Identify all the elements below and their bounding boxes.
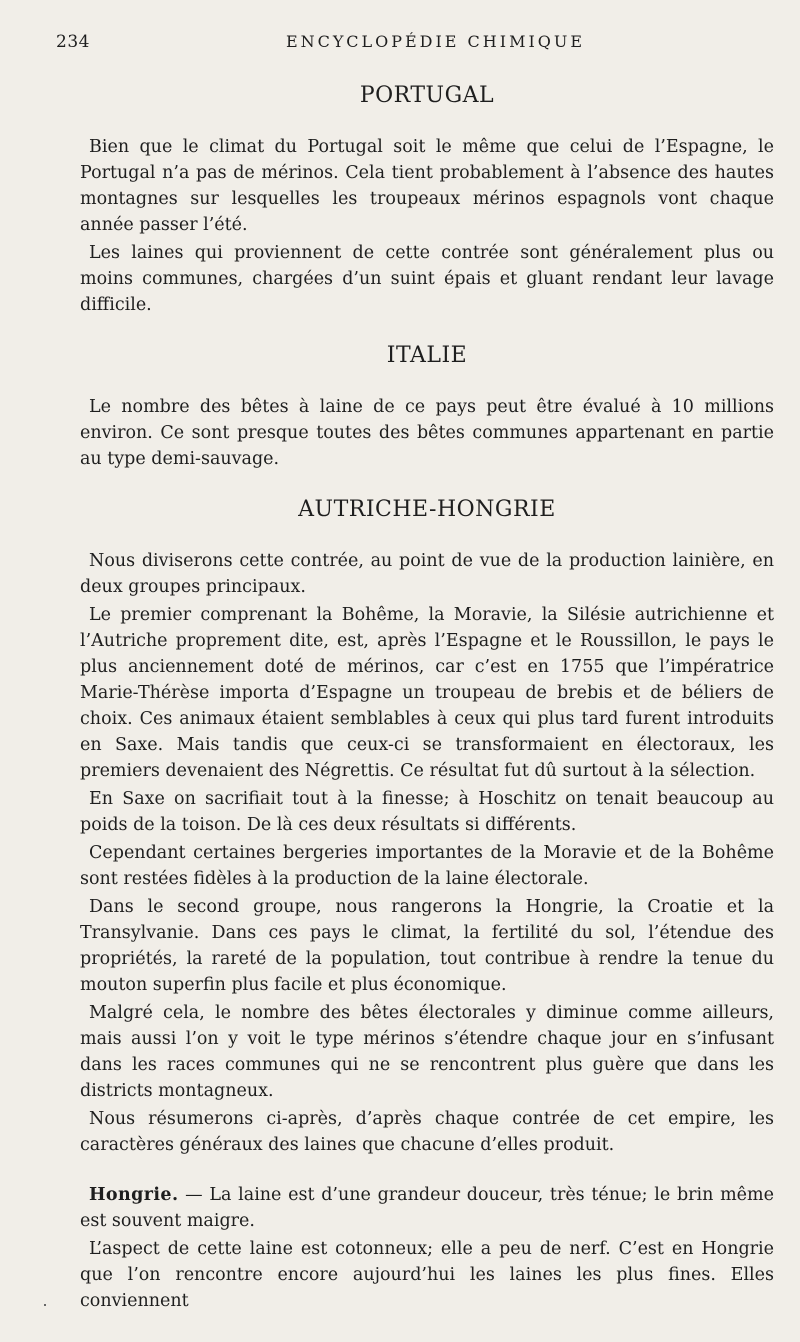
autriche-paragraph-3: En Saxe on sacrifiait tout à la finesse; à Hoschitz on tenait beaucoup au poids de la toison. De là ces deux résultats si différents. [80, 789, 774, 835]
portugal-paragraph-2: Les laines qui proviennent de cette contrée sont généralement plus ou moins communes, chargées d’un suint épais et gluant rendant leur lavage difficile. [80, 243, 774, 315]
section-italie [80, 342, 774, 472]
hongrie-paragraph-2: L’aspect de cette laine est cotonneux; elle a peu de nerf. C’est en Hongrie que l’on rencontre encore aujourd’hui les laines les plus fines. Elles conviennent [80, 1239, 774, 1311]
section-portugal [80, 82, 774, 318]
autriche-paragraph-6: Malgré cela, le nombre des bêtes électorales y diminue comme ailleurs, mais aussi l’on y voit le type mérinos s’étendre chaque jour en s’infusant dans les races communes qui ne se rencontrent plus guère que dans les districts montagneux. [80, 1003, 774, 1101]
autriche-paragraph-7: Nous résumerons ci-après, d’après chaque contrée de cet empire, les caractères généraux des laines que chacune d’elles produit. [80, 1109, 774, 1155]
hongrie-paragraph-1 [80, 1182, 774, 1234]
autriche-paragraph-4: Cependant certaines bergeries importantes de la Moravie et de la Bohême sont restées fidèles à la production de la laine électorale. [80, 843, 774, 889]
section-heading-autriche-hongrie: AUTRICHE-HONGRIE [298, 497, 556, 522]
autriche-paragraph-5: Dans le second groupe, nous rangerons la Hongrie, la Croatie et la Transylvanie. Dans ces pays le climat, la fertilité du sol, l’étendue des propriétés, la rareté de la population, tout contribue à rendre la tenue du mouton superfin plus facile et plus économique. [80, 897, 774, 995]
italie-paragraph-1: Le nombre des bêtes à laine de ce pays peut être évalué à 10 millions environ. Ce sont presque toutes des bêtes communes appartenant en partie au type demi-sauvage. [80, 397, 774, 469]
section-autriche-hongrie [80, 496, 774, 1158]
running-head [56, 28, 774, 52]
hongrie-lead: Hongrie. [89, 1185, 179, 1205]
section-hongrie [80, 1182, 774, 1314]
hongrie-lead-text: — La laine est d’une grandeur douceur, très ténue; le brin même est souvent maigre. [80, 1185, 774, 1231]
header-title: ENCYCLOPÉDIE CHIMIQUE [286, 32, 586, 51]
autriche-paragraph-2: Le premier comprenant la Bohême, la Moravie, la Silésie autrichienne et l’Autriche proprement dite, est, après l’Espagne et le Roussillon, le pays le plus anciennement doté de mérinos, car c’est en 1755 que l’impératrice Marie-Thérèse importa d’Espagne un troupeau de brebis et de béliers de choix. Ces animaux étaient semblables à ceux qui plus tard furent introduits en Saxe. Mais tandis que ceux-ci se transformaient en électoraux, les premiers devenaient des Négrettis. Ce résultat fut dû surtout à la sélection. [80, 605, 774, 781]
page-number: 234 [56, 32, 90, 52]
autriche-paragraph-1: Nous diviserons cette contrée, au point de vue de la production lainière, en deux groupes principaux. [80, 551, 774, 597]
page-dot-mark [44, 1304, 46, 1306]
section-heading-portugal: PORTUGAL [359, 83, 495, 108]
portugal-paragraph-1: Bien que le climat du Portugal soit le même que celui de l’Espagne, le Portugal n’a pas de mérinos. Cela tient probablement à l’absence des hautes montagnes sur lesquelles les troupeaux mérinos espagnols vont chaque année passer l’été. [80, 137, 774, 235]
section-heading-italie: ITALIE [386, 343, 468, 368]
